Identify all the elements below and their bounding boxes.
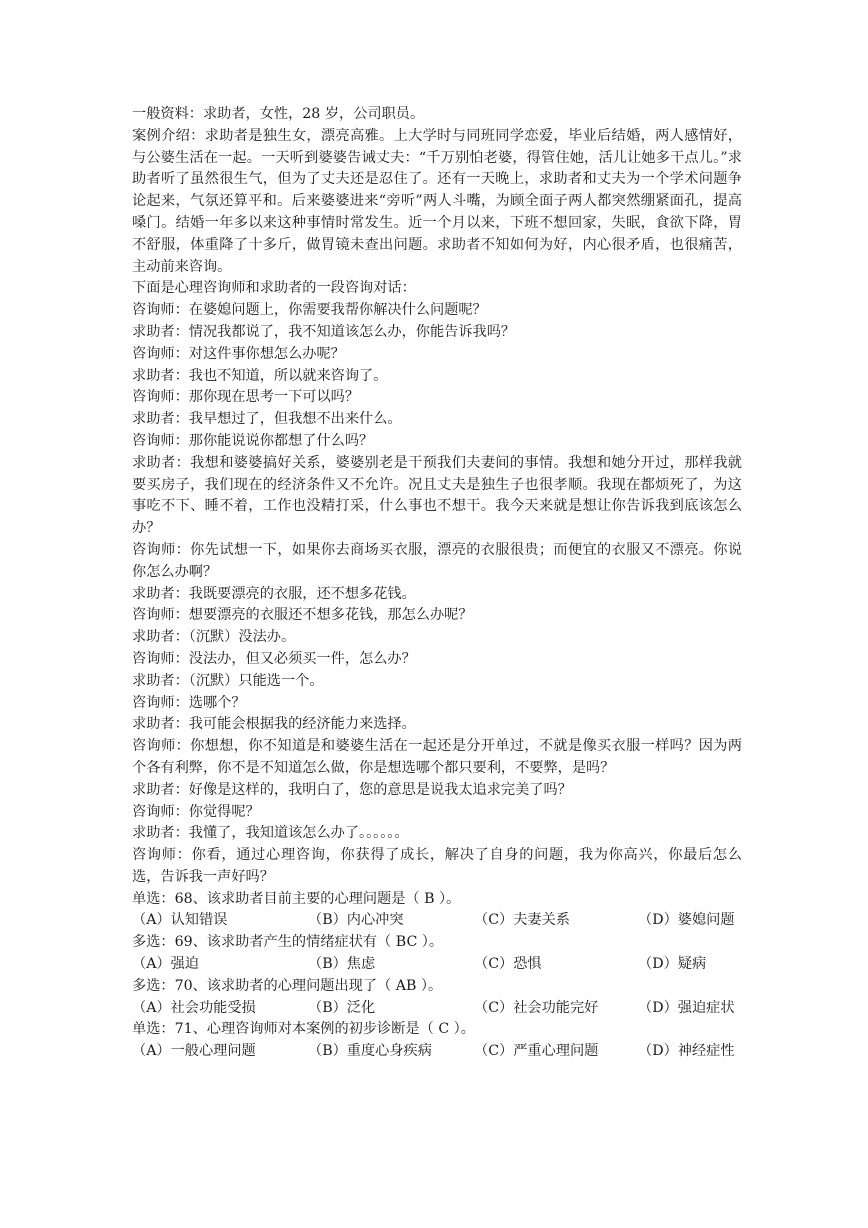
option-b: （B）内心冲突 xyxy=(308,912,404,929)
dialogue-line: 求助者：我既要漂亮的衣服，还不想多花钱。 xyxy=(132,585,416,602)
dialogue-line: 咨询师：那你能说说你都想了什么吗？ xyxy=(132,432,374,449)
option-b: （B）泛化 xyxy=(308,999,376,1016)
question-options xyxy=(132,910,742,932)
dialogue-line: 咨询师：想要漂亮的衣服还不想多花钱，那怎么办呢？ xyxy=(132,607,473,624)
dialogue-line: 咨询师：对这件事你想怎么办呢？ xyxy=(132,345,345,362)
option-b: （B）重度心身疾病 xyxy=(308,1043,432,1060)
option-c: （C）恐惧 xyxy=(474,956,542,973)
case-paragraph: 案例介绍：求助者是独生女，漂亮高雅。上大学时与同班同学恋爱，毕业后结婚，两人感情好，与公婆生活在一起。一天听到婆婆告诫丈夫：“千万别怕老婆，得管住她，活儿让她多干点儿。”求助者听了虽然很生气，但为了丈夫还是忍住了。还有一天晚上，求助者和丈夫为一个学术问题争论起来，气氛还算平和。后来婆婆进来“旁听”两人斗嘴，为顾全面子两人都突然绷紧面孔，提高嗓门。结婚一年多以来这种事情时常发生。近一个月以来，下班不想回家，失眠，食欲下降，胃不舒服，体重降了十多斤，做胃镜未查出问题。求助者不知如何为好，内心很矛盾，也很痛苦，主动前来咨询。 xyxy=(132,127,742,275)
option-a: （A）强迫 xyxy=(132,956,199,973)
option-d: （D）神经症性 xyxy=(638,1043,735,1060)
dialogue-line: 求助者：（沉默）只能选一个。 xyxy=(132,672,324,689)
question-stem: 单选：68、该求助者目前主要的心理问题是（ B ）。 xyxy=(132,890,461,907)
option-c: （C）夫妻关系 xyxy=(474,912,570,929)
dialogue-line: 求助者：好像是这样的，我明白了，您的意思是说我太追求完美了吗？ xyxy=(132,781,572,798)
dialogue-line: 咨询师：你看，通过心理咨询，你获得了成长，解决了自身的问题，我为你高兴，你最后怎么选，告诉我一声好吗？ xyxy=(132,847,742,885)
option-a: （A）一般心理问题 xyxy=(132,1043,256,1060)
dialogue-line: 求助者：我早想过了，但我想不出来什么。 xyxy=(132,411,402,428)
dialogue-line: 咨询师：没法办，但又必须买一件，怎么办？ xyxy=(132,650,416,667)
dialogue-line: 咨询师：选哪个？ xyxy=(132,694,246,711)
question-options xyxy=(132,1041,742,1063)
option-c: （C）社会功能完好 xyxy=(474,999,599,1016)
question-options xyxy=(132,998,742,1020)
dialogue-line: 咨询师：在婆媳问题上，你需要我帮你解决什么问题呢？ xyxy=(132,302,487,319)
dialogue-line: 求助者：我想和婆婆搞好关系，婆婆别老是干预我们夫妻间的事情。我想和她分开过，那样我就要买房子，我们现在的经济条件又不允许。况且丈夫是独生子也很孝顺。我现在都烦死了，为这事吃不下、睡不着，工作也没精打采，什么事也不想干。我今天来就是想让你告诉我到底该怎么办？ xyxy=(132,454,742,537)
dialogue-line: 咨询师：你先试想一下，如果你去商场买衣服，漂亮的衣服很贵；而便宜的衣服又不漂亮。你说你怎么办啊？ xyxy=(132,541,742,580)
dialogue-intro: 下面是心理咨询师和求助者的一段咨询对话： xyxy=(132,280,416,297)
question-stem: 多选：70、该求助者的心理问题出现了（ AB ）。 xyxy=(132,977,443,994)
dialogue-line: 咨询师：你觉得呢？ xyxy=(132,803,260,820)
dialogue-line: 咨询师：那你现在思考一下可以吗？ xyxy=(132,389,360,406)
dialogue-line: 求助者：情况我都说了，我不知道该怎么办，你能告诉我吗？ xyxy=(132,323,516,340)
option-a: （A）认知错误 xyxy=(132,912,228,929)
option-b: （B）焦虑 xyxy=(308,956,376,973)
option-c: （C）严重心理问题 xyxy=(474,1043,599,1060)
option-a: （A）社会功能受损 xyxy=(132,999,256,1016)
dialogue-line: 求助者：我可能会根据我的经济能力来选择。 xyxy=(132,716,416,733)
question-stem: 多选：69、该求助者产生的情绪症状有（ BC ）。 xyxy=(132,934,444,951)
dialogue-line: 求助者：（沉默）没法办。 xyxy=(132,629,296,646)
dialogue-line: 求助者：我懂了，我知道该怎么办了。。。。。。 xyxy=(132,825,409,842)
option-d: （D）疑病 xyxy=(638,956,707,973)
dialogue-line: 咨询师：你想想，你不知道是和婆婆生活在一起还是分开单过，不就是像买衣服一样吗？因为两个各有利弊，你不是不知道怎么做，你是想选哪个都只要利，不要弊，是吗？ xyxy=(132,738,742,776)
option-d: （D）婆媳问题 xyxy=(638,912,735,929)
dialogue-line: 求助者：我也不知道，所以就来咨询了。 xyxy=(132,367,388,384)
option-d: （D）强迫症状 xyxy=(638,999,735,1016)
document-page xyxy=(132,104,742,1063)
profile-paragraph: 一般资料：求助者，女性，28 岁，公司职员。 xyxy=(132,106,425,122)
question-options xyxy=(132,954,742,976)
question-stem: 单选：71、心理咨询师对本案例的初步诊断是（ C ）。 xyxy=(132,1021,475,1038)
